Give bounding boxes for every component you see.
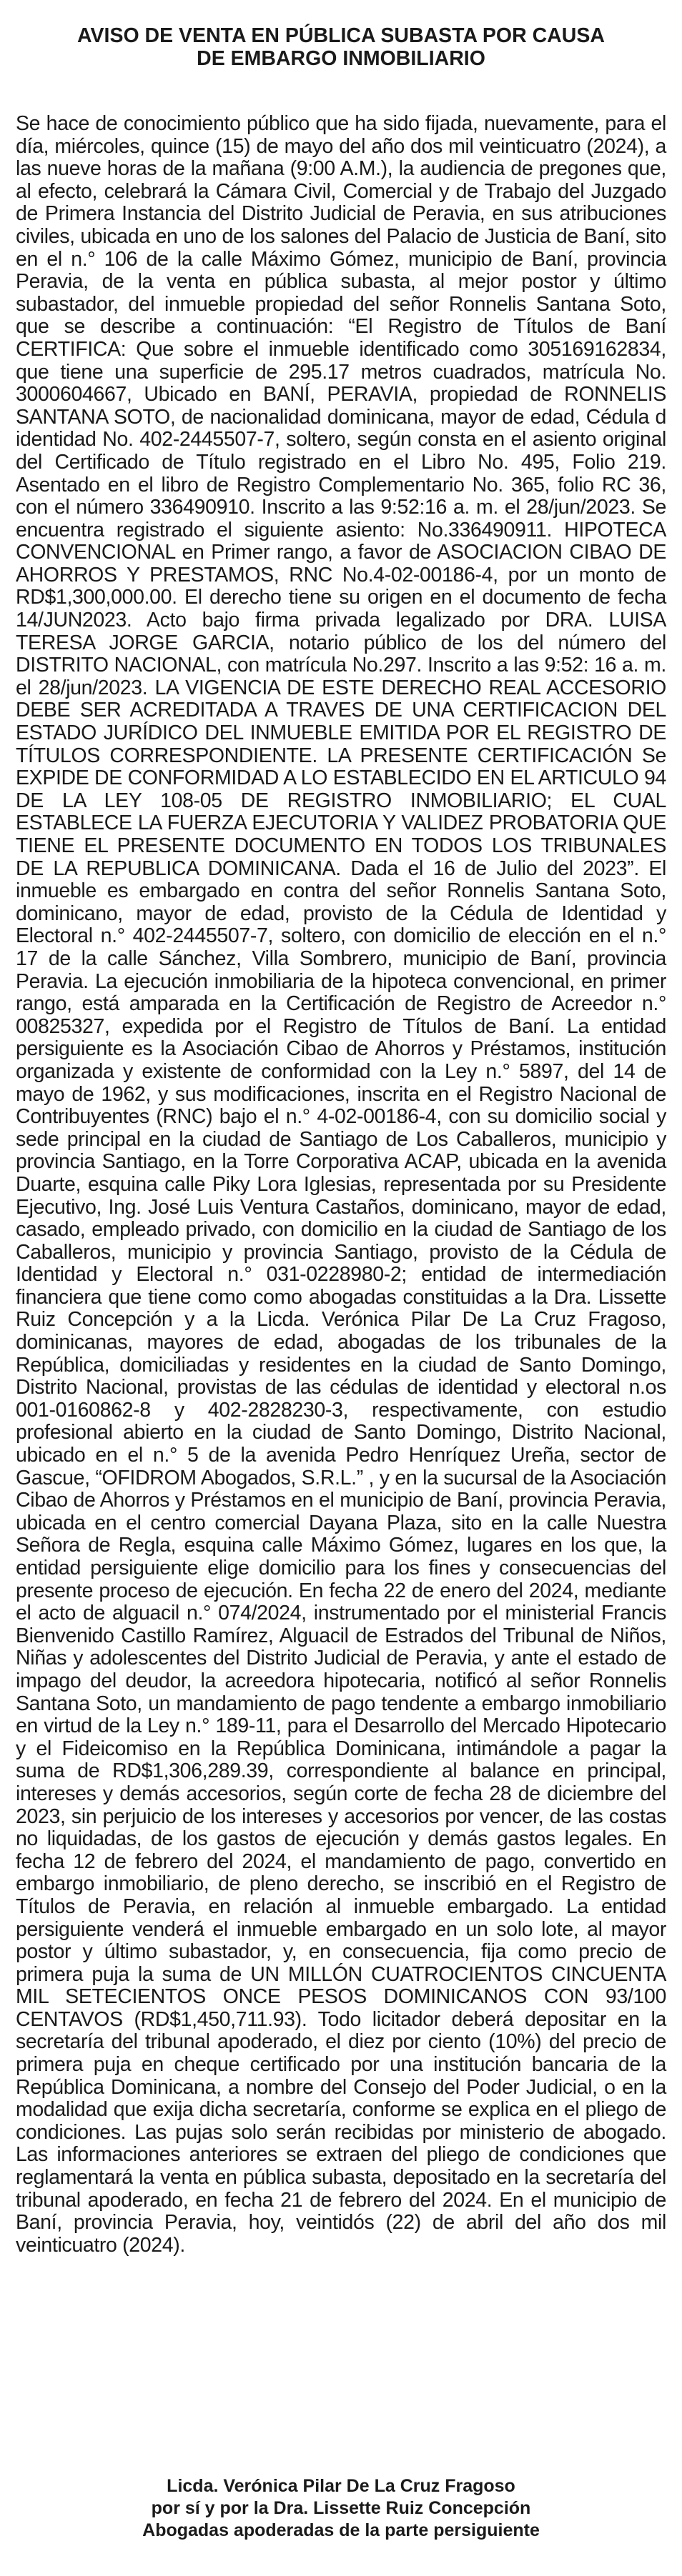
notice-title-line-1: AVISO DE VENTA EN PÚBLICA SUBASTA POR CAUSA [77,24,605,47]
signature-name: Licda. Verónica Pilar De La Cruz Fragoso [167,2476,515,2496]
signature-role: Abogadas apoderadas de la parte persiguiente [142,2520,540,2540]
notice-body [16,113,666,2257]
notice-body-paragraph: Se hace de conocimiento público que ha sido fijada, nuevamente, para el día, miércoles, quince (15) de mayo del año dos mil veinticuatro (2024), a las nueve horas de la mañana (9:00 A.M.), la audiencia de pregones que, al efecto, celebrará la Cámara Civil, Comercial y de Trabajo del Juzgado de Primera Instancia del Distrito Judicial de Peravia, en sus atribuciones civiles, ubicada en uno de los salones del Palacio de Justicia de Baní, sito en el n.° 106 de la calle Máximo Gómez, municipio de Baní, provincia Peravia, de la venta en pública subasta, al mejor postor y último subastador, del inmueble propiedad del señor Ronnelis Santana Soto, que se describe a continuación: “El Registro de Títulos de Baní CERTIFICA: Que sobre el inmueble identificado como 305169162834, que tiene una superficie de 295.17 metros cuadrados, matrícula No. 3000604667, Ubicado en BANÍ, PERAVIA, propiedad de RONNELIS SANTANA SOTO, de nacionalidad dominicana, mayor de edad, Cédula d identidad No. 402-2445507-7, soltero, según consta en el asiento original del Certificado de Título registrado en el Libro No. 495, Folio 219. Asentado en el libro de Registro Complementario No. 365, folio RC 36, con el número 336490910. Inscrito a las 9:52:16 a. m. el 28/jun/2023. Se encuentra registrado el siguiente asiento: No.336490911. HIPOTECA CONVENCIONAL en Primer rango, a favor de ASOCIACION CIBAO DE AHORROS Y PRESTAMOS, RNC No.4-02-00186-4, por un monto de RD$1,300,000.00. El derecho tiene su origen en el documento de fecha 14/JUN2023. Acto bajo firma privada legalizado por DRA. LUISA TERESA JORGE GARCIA, notario público de los del número del DISTRITO NACIONAL, con matrícula No.297. Inscrito a las 9:52: 16 a. m. el 28/jun/2023. LA VIGENCIA DE ESTE DERECHO REAL ACCESORIO DEBE SER ACREDITADA A TRAVES DE UNA CERTIFICACION DEL ESTADO JURÍDICO DEL INMUEBLE EMITIDA POR EL REGISTRO DE TÍTULOS CORRESPONDIENTE. LA PRESENTE CERTIFICACIÓN Se EXPIDE DE CONFORMIDAD A LO ESTABLECIDO EN EL ARTICULO 94 DE LA LEY 108-05 DE REGISTRO INMOBILIARIO; EL CUAL ESTABLECE LA FUERZA EJECUTORIA Y VALIDEZ PROBATORIA QUE TIENE EL PRESENTE DOCUMENTO EN TODOS LOS TRIBUNALES DE LA REPUBLICA DOMINICANA. Dada el 16 de Julio del 2023”. El inmueble es embargado en contra del señor Ronnelis Santana Soto, dominicano, mayor de edad, provisto de la Cédula de Identidad y Electoral n.° 402-2445507-7, soltero, con domicilio de elección en el n.° 17 de la calle Sánchez, Villa Sombrero, municipio de Baní, provincia Peravia. La ejecución inmobiliaria de la hipoteca convencional, en primer rango, está amparada en la Certificación de Registro de Acreedor n.° 00825327, expedida por el Registro de Títulos de Baní. La entidad persiguiente es la Asociación Cibao de Ahorros y Préstamos, institución organizada y existente de conformidad con la Ley n.° 5897, del 14 de mayo de 1962, y sus modificaciones, inscrita en el Registro Nacional de Contribuyentes (RNC) bajo el n.° 4-02-00186-4, con su domicilio social y sede principal en la ciudad de Santiago de Los Caballeros, municipio y provincia Santiago, en la Torre Corporativa ACAP, ubicada en la avenida Duarte, esquina calle Piky Lora Iglesias, representada por su Presidente Ejecutivo, Ing. José Luis Ventura Castaños, dominicano, mayor de edad, casado, empleado privado, con domicilio en la ciudad de Santiago de los Caballeros, municipio y provincia Santiago, provisto de la Cédula de Identidad y Electoral n.° 031-0228980-2; entidad de intermediación financiera que tiene como como abogadas constituidas a la Dra. Lissette Ruiz Concepción y a la Licda. Verónica Pilar De La Cruz Fragoso, dominicanas, mayores de edad, abogadas de los tribunales de la República, domiciliadas y residentes en la ciudad de Santo Domingo, Distrito Nacional, provistas de las cédulas de identidad y electoral n.os 001-0160862-8 y 402-2828230-3, respectivamente, con estudio profesional abierto en la ciudad de Santo Domingo, Distrito Nacional, ubicado en el n.° 5 de la avenida Pedro Henríquez Ureña, sector de Gascue, “OFIDROM Abogados, S.R.L.” , y en la sucursal de la Asociación Cibao de Ahorros y Préstamos en el municipio de Baní, provincia Peravia, ubicada en el centro comercial Dayana Plaza, sito en la calle Nuestra Señora de Regla, esquina calle Máximo Gómez, lugares en los que, la entidad persiguiente elige domicilio para los fines y consecuencias del presente proceso de ejecución. En fecha 22 de enero del 2024, mediante el acto de alguacil n.° 074/2024, instrumentado por el ministerial Francis Bienvenido Castillo Ramírez, Alguacil de Estrados del Tribunal de Niños, Niñas y adolescentes del Distrito Judicial de Peravia, y ante el estado de impago del deudor, la acreedora hipotecaria, notificó al señor Ronnelis Santana Soto, un mandamiento de pago tendente a embargo inmobiliario en virtud de la Ley n.° 189-11, para el Desarrollo del Mercado Hipotecario y el Fideicomiso en la República Dominicana, intimándole a pagar la suma de RD$1,306,289.39, correspondiente al balance en principal, intereses y demás accesorios, según corte de fecha 28 de diciembre del 2023, sin perjuicio de los intereses y accesorios por vencer, de las costas no liquidadas, de los gastos de ejecución y demás gastos legales. En fecha 12 de febrero del 2024, el mandamiento de pago, convertido en embargo inmobiliario, de pleno derecho, se inscribió en el Registro de Títulos de Peravia, en relación al inmueble embargado. La entidad persiguiente venderá el inmueble embargado en un solo lote, al mayor postor y último subastador, y, en consecuencia, fija como precio de primera puja la suma de UN MILLÓN CUATROCIENTOS CINCUENTA MIL SETECIENTOS ONCE PESOS DOMINICANOS CON 93/100 CENTAVOS (RD$1,450,711.93). Todo licitador deberá depositar en la secretaría del tribunal apoderado, el diez por ciento (10%) del precio de primera puja en cheque certificado por una institución bancaria de la República Dominicana, a nombre del Consejo del Poder Judicial, o en la modalidad que exija dicha secretaría, conforme se explica en el pliego de condiciones. Las pujas solo serán recibidas por ministerio de abogado. Las informaciones anteriores se extraen del pliego de condiciones que reglamentará la venta en pública subasta, depositado en la secretaría del tribunal apoderado, en fecha 21 de febrero del 2024. En el municipio de Baní, provincia Peravia, hoy, veintidós (22) de abril del año dos mil veinticuatro (2024). [16,112,666,2257]
signature-joint: por sí y por la Dra. Lissette Ruiz Concepción [151,2498,531,2518]
notice-title-line-2: DE EMBARGO INMOBILIARIO [197,47,485,70]
notice-title [16,24,666,70]
signature-block [16,2475,666,2542]
